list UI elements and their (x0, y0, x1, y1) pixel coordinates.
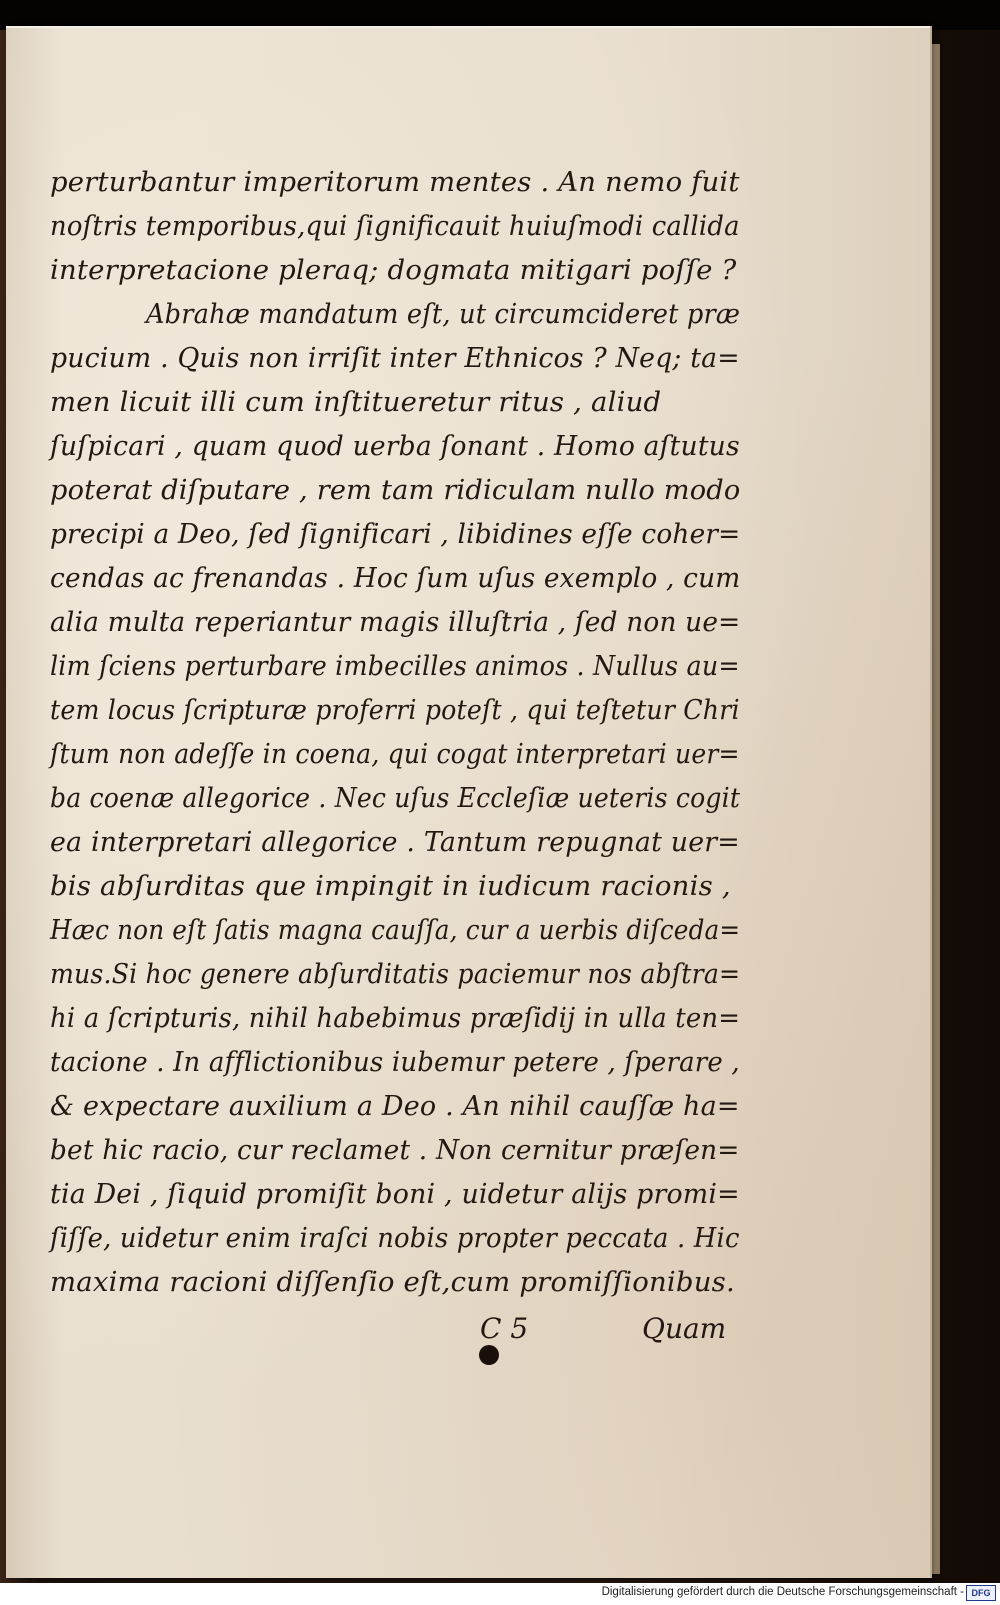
text-line: Abrahæ mandatum eſt, ut circumcideret præ (146, 298, 741, 330)
text-line: maxima racioni diſſenſio eſt,cum promiſſionibus. (50, 1266, 735, 1298)
text-line: tacione . In afflictionibus iubemur petere , ſperare , (50, 1046, 740, 1078)
digitization-credit: Digitalisierung gefördert durch die Deutsche Forschungsgemeinschaft - (601, 1586, 964, 1598)
text-line: interpretacione pleraq; dogmata mitigari poſſe ? (50, 254, 737, 286)
dfg-logo-icon (966, 1585, 996, 1601)
text-line: ſiſſe, uidetur enim iraſci nobis propter peccata . Hic (50, 1222, 740, 1254)
dfg-logo-text: DFG (971, 1588, 991, 1598)
text-line: hi a ſcripturis, nihil habebimus præſidij in ulla ten= (50, 1002, 741, 1034)
text-line: ſuſpicari , quam quod uerba ſonant . Homo aſtutus (50, 430, 740, 462)
text-line: Hæc non eſt ſatis magna cauſſa, cur a uerbis diſceda= (50, 914, 741, 946)
text-line: alia multa reperiantur magis illuſtria , ſed non ue= (50, 606, 741, 638)
text-line: & expectare auxilium a Deo . An nihil cauſſæ ha= (50, 1090, 740, 1122)
text-line: bet hic racio, cur reclamet . Non cernitur præſen= (50, 1134, 740, 1166)
page-fore-edge (930, 44, 940, 1574)
text-line: perturbantur imperitorum mentes . An nemo fuit (50, 166, 740, 198)
text-line: lim ſciens perturbare imbecilles animos . Nullus au= (50, 650, 740, 682)
text-line: ea interpretari allegorice . Tantum repugnat uer= (50, 826, 740, 858)
text-line: noſtris temporibus,qui ſignificauit huiuſmodi callida (50, 210, 740, 242)
ink-blot (479, 1345, 499, 1365)
text-line: bis abſurditas que impingit in iudicum racionis , (50, 870, 731, 902)
text-line: ſtum non adeſſe in coena, qui cogat interpretari uer= (50, 738, 740, 770)
text-line: precipi a Deo, ſed ſignificari , libidines eſſe coher= (50, 518, 741, 550)
text-line: tia Dei , ſiquid promiſit boni , uidetur alijs promi= (50, 1178, 740, 1210)
text-line: tem locus ſcripturæ proferri poteſt , qui teſtetur Chri (50, 694, 740, 726)
signature-mark: C 5 (480, 1312, 529, 1345)
book-page (6, 26, 930, 1578)
catchword: Quam (642, 1312, 727, 1345)
text-line: cendas ac frenandas . Hoc ſum uſus exemplo , cum (50, 562, 741, 594)
text-line: men licuit illi cum inſtitueretur ritus , aliud (50, 386, 662, 418)
page-footer-marks (50, 1312, 810, 1352)
text-line: mus.Si hoc genere abſurditatis paciemur nos abſtra= (50, 958, 741, 990)
text-line: poterat diſputare , rem tam ridiculam nullo modo (50, 474, 741, 506)
text-line: ba coenæ allegorice . Nec uſus Eccleſiæ ueteris cogit (50, 782, 741, 814)
text-line: pucium . Quis non irriſit inter Ethnicos ? Neq; ta= (50, 342, 740, 374)
